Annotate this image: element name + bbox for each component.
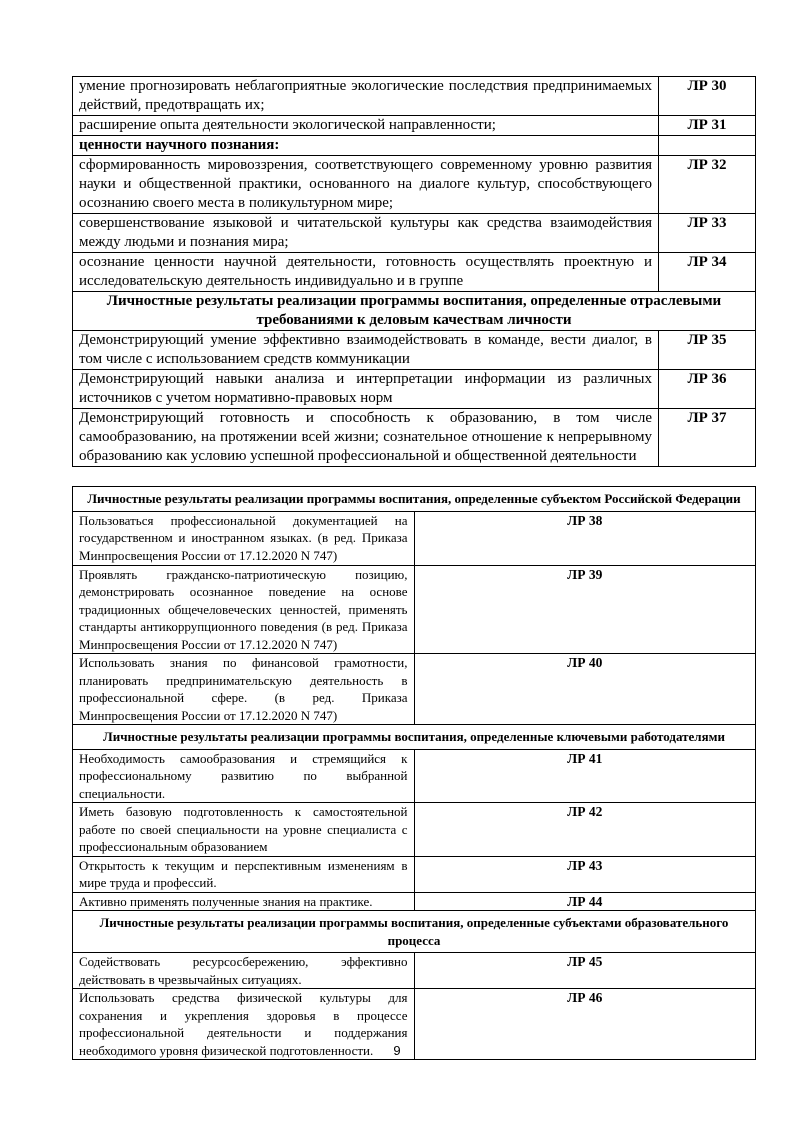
result-code: ЛР 40 (414, 654, 756, 725)
result-text: осознание ценности научной деятельности, готовность осуществлять проектную и исследовательскую деятельность индивидуально и в группе (73, 253, 659, 292)
table-row (73, 253, 756, 292)
result-text: Иметь базовую подготовленность к самостоятельной работе по своей специальности на уровне специалиста с профессиональным образованием (73, 803, 415, 857)
result-code: ЛР 31 (659, 116, 756, 136)
table-row (73, 749, 756, 803)
result-code: ЛР 44 (414, 892, 756, 911)
result-text: Содействовать ресурсосбережению, эффективно действовать в чрезвычайных ситуациях. (73, 953, 415, 989)
table-row (73, 214, 756, 253)
table-row (73, 892, 756, 911)
result-text: Проявлять гражданско-патриотическую позицию, демонстрировать осознанное поведение на основе традиционных общечеловеческих ценностей, применять стандарты антикоррупционного поведения (в ред. Приказа Минпросвещения России от 17.12.2020 N 747) (73, 565, 415, 654)
table-row (73, 370, 756, 409)
result-code: ЛР 46 (414, 989, 756, 1060)
section-header: Личностные результаты реализации программы воспитания, определенные отраслевыми требованиями к деловым качествам личности (73, 292, 756, 331)
table-row (73, 511, 756, 565)
result-code: ЛР 39 (414, 565, 756, 654)
result-code: ЛР 37 (659, 409, 756, 467)
result-code: ЛР 45 (414, 953, 756, 989)
results-table-1 (72, 76, 756, 467)
result-code (659, 136, 756, 156)
section-header: Личностные результаты реализации программы воспитания, определенные ключевыми работодателями (73, 725, 756, 750)
result-code: ЛР 33 (659, 214, 756, 253)
result-code: ЛР 34 (659, 253, 756, 292)
section-header: Личностные результаты реализации программы воспитания, определенные субъектами образовательного процесса (73, 911, 756, 953)
table-row (73, 409, 756, 467)
result-text: Демонстрирующий готовность и способность к образованию, в том числе самообразованию, на протяжении всей жизни; сознательное отношение к непрерывному образованию как условию успешной профессиональной и общественной деятельности (73, 409, 659, 467)
result-code: ЛР 42 (414, 803, 756, 857)
result-code: ЛР 41 (414, 749, 756, 803)
table-row (73, 156, 756, 214)
result-code: ЛР 30 (659, 77, 756, 116)
result-text: Активно применять полученные знания на практике. (73, 892, 415, 911)
table-row (73, 331, 756, 370)
result-code: ЛР 43 (414, 856, 756, 892)
table-row (73, 136, 756, 156)
table-row (73, 116, 756, 136)
section-header: Личностные результаты реализации программы воспитания, определенные субъектом Российской Федерации (73, 487, 756, 512)
result-text: Использовать средства физической культуры для сохранения и укрепления здоровья в процессе профессиональной деятельности и поддержания необходимого уровня физической подготовленности. (73, 989, 415, 1060)
category-label: ценности научного познания: (73, 136, 659, 156)
result-text: умение прогнозировать неблагоприятные экологические последствия предпринимаемых действий, предотвращать их; (73, 77, 659, 116)
table-row (73, 953, 756, 989)
section-header-row (73, 725, 756, 750)
result-text: расширение опыта деятельности экологической направленности; (73, 116, 659, 136)
result-code: ЛР 35 (659, 331, 756, 370)
result-code: ЛР 36 (659, 370, 756, 409)
table-row (73, 565, 756, 654)
table-row (73, 856, 756, 892)
section-header-row (73, 911, 756, 953)
result-text: сформированность мировоззрения, соответствующего современному уровню развития науки и общественной практики, основанного на диалоге культур, способствующего осознанию своего места в поликультурном мире; (73, 156, 659, 214)
page-number: 9 (393, 1043, 401, 1058)
result-text: Пользоваться профессиональной документацией на государственном и иностранном языках. (в ред. Приказа Минпросвещения России от 17.12.2020 N 747) (73, 511, 415, 565)
result-text: Использовать знания по финансовой грамотности, планировать предпринимательскую деятельность в профессиональной сфере. (в ред. Приказа Минпросвещения России от 17.12.2020 N 747) (73, 654, 415, 725)
result-text: Демонстрирующий умение эффективно взаимодействовать в команде, вести диалог, в том числе с использованием средств коммуникации (73, 331, 659, 370)
result-text: Открытость к текущим и перспективным изменениям в мире труда и профессий. (73, 856, 415, 892)
result-text: совершенствование языковой и читательской культуры как средства взаимодействия между людьми и познания мира; (73, 214, 659, 253)
result-code: ЛР 32 (659, 156, 756, 214)
result-text: Демонстрирующий навыки анализа и интерпретации информации из различных источников с учетом нормативно-правовых норм (73, 370, 659, 409)
section-header-row (73, 487, 756, 512)
table-row (73, 654, 756, 725)
result-code: ЛР 38 (414, 511, 756, 565)
section-header-row (73, 292, 756, 331)
table-row (73, 803, 756, 857)
table-row (73, 77, 756, 116)
results-table-2 (72, 486, 756, 1060)
result-text: Необходимость самообразования и стремящийся к профессиональному развитию по выбранной специальности. (73, 749, 415, 803)
